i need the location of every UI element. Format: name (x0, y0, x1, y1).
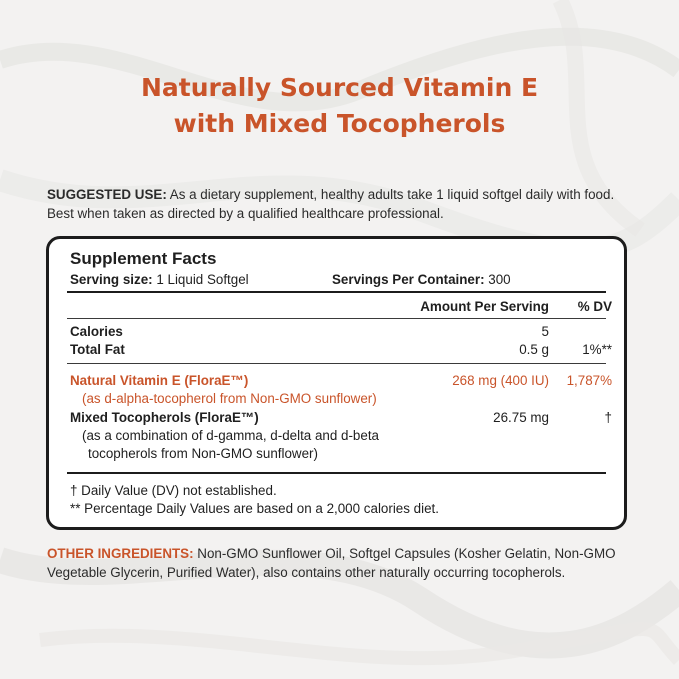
serving-size (70, 271, 249, 288)
suggested-use-label: SUGGESTED USE: (47, 187, 167, 202)
other-ingredients-label: OTHER INGREDIENTS: (47, 546, 194, 561)
tocopherols-name: Mixed Tocopherols (FloraE™) (70, 410, 259, 425)
serving-size-value: 1 Liquid Softgel (152, 272, 249, 287)
servings-value: 300 (484, 272, 511, 287)
footnote-daily-values: ** Percentage Daily Values are based on a 2,000 calories diet. (70, 501, 439, 516)
tocopherols-dv: † (604, 410, 612, 425)
serving-size-label: Serving size: (70, 272, 153, 287)
supplement-facts-panel (46, 236, 627, 530)
tocopherols-source-line-2: tocopherols from Non-GMO sunflower) (88, 446, 318, 461)
vitamin-e-amount: 268 mg (400 IU) (452, 373, 549, 388)
other-ingredients (47, 544, 637, 582)
row-calories-amount: 5 (541, 324, 549, 339)
suggested-use-text: As a dietary supplement, healthy adults take 1 liquid softgel daily with food. Best when taken as directed by a qualified healthcare professional. (47, 187, 615, 221)
divider-nutrients (67, 363, 606, 364)
row-total-fat-amount: 0.5 g (519, 342, 549, 357)
title-line-2: with Mixed Tocopherols (173, 109, 506, 138)
suggested-use (47, 185, 637, 223)
column-header-amount: Amount Per Serving (420, 299, 549, 314)
vitamin-e-source: (as d-alpha-tocopherol from Non-GMO sunflower) (82, 391, 377, 406)
divider-bottom (67, 472, 606, 474)
page-title (0, 70, 679, 142)
footnote-dagger: † Daily Value (DV) not established. (70, 483, 277, 498)
tocopherols-source-line-1: (as a combination of d-gamma, d-delta and d-beta (82, 428, 379, 443)
tocopherols-amount: 26.75 mg (493, 410, 549, 425)
row-calories-name: Calories (70, 324, 123, 339)
column-header-dv: % DV (577, 299, 612, 314)
row-total-fat-dv: 1%** (582, 342, 612, 357)
vitamin-e-name: Natural Vitamin E (FloraE™) (70, 373, 249, 388)
row-total-fat-name: Total Fat (70, 342, 125, 357)
divider-top (67, 291, 606, 293)
other-ingredients-text: Non-GMO Sunflower Oil, Softgel Capsules (Kosher Gelatin, Non-GMO Vegetable Glycerin, Purified Water), also contains other naturally occurring tocopherols. (47, 546, 616, 580)
title-line-1: Naturally Sourced Vitamin E (140, 73, 539, 102)
supplement-facts-title: Supplement Facts (70, 249, 217, 268)
servings-per-container (332, 271, 511, 288)
vitamin-e-dv: 1,787% (566, 373, 612, 388)
divider-header (67, 318, 606, 319)
servings-label: Servings Per Container: (332, 272, 485, 287)
